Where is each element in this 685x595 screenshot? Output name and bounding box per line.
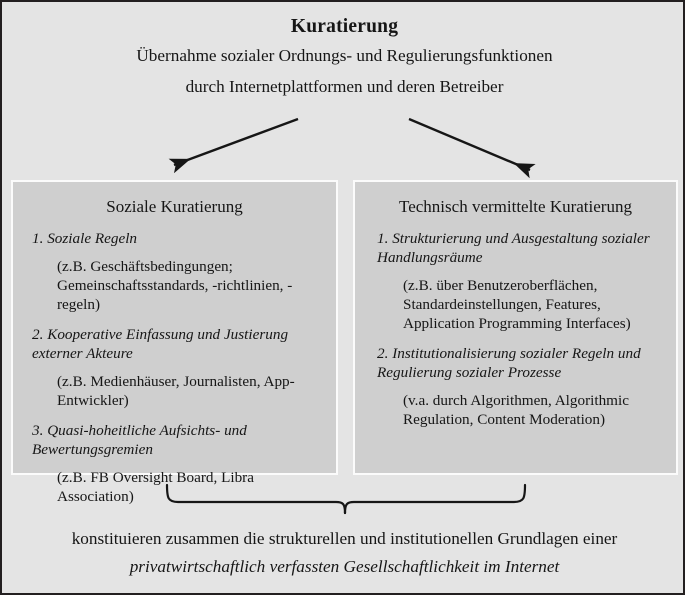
technical-item-2: 2. Institutionalisierung sozialer Regeln und Regulierung sozialer Prozesse [377,345,641,381]
column-title-technical: Technisch vermittelte Kuratierung [399,197,632,216]
arrow-to-technical [409,119,530,170]
column-technisch-vermittelte-kuratierung [353,180,678,475]
column-title-social: Soziale Kuratierung [106,197,243,216]
social-example-2: (z.B. Medienhäuser, Journalisten, App-Entwickler) [57,373,295,409]
header-subtitle-line-2: durch Internetplattformen und deren Betreiber [185,77,504,96]
conclusion-line-1: konstituieren zusammen die strukturellen und institutionellen Grundlagen einer [71,529,618,548]
arrow-to-social [174,119,298,165]
conclusion-text [2,525,685,581]
social-item-2: 2. Kooperative Einfassung und Justierung externer Akteure [32,326,289,362]
diagram-header [2,14,685,102]
column-soziale-kuratierung [11,180,338,505]
technical-item-1: 1. Strukturierung und Ausgestaltung sozialer Handlungsräume [377,230,650,266]
social-item-3: 3. Quasi-hoheitliche Aufsichts- und Bewertungsgremien [32,422,247,458]
technical-example-1: (z.B. über Benutzeroberflächen, Standardeinstellungen, Features, Application Programming Interfaces) [403,277,631,332]
header-subtitle-line-1: Übernahme sozialer Ordnungs- und Regulierungsfunktionen [136,46,553,65]
social-example-3: (z.B. FB Oversight Board, Libra Association) [57,469,254,505]
social-item-1: 1. Soziale Regeln [32,230,138,247]
conclusion-line-2: privatwirtschaftlich verfassten Gesellschaftlichkeit im Internet [129,557,560,576]
page-title: Kuratierung [290,16,399,37]
technical-example-2: (v.a. durch Algorithmen, Algorithmic Regulation, Content Moderation) [403,392,629,428]
social-example-1: (z.B. Geschäftsbedingungen; Gemeinschaftsstandards, -richtlinien, -regeln) [57,258,293,313]
